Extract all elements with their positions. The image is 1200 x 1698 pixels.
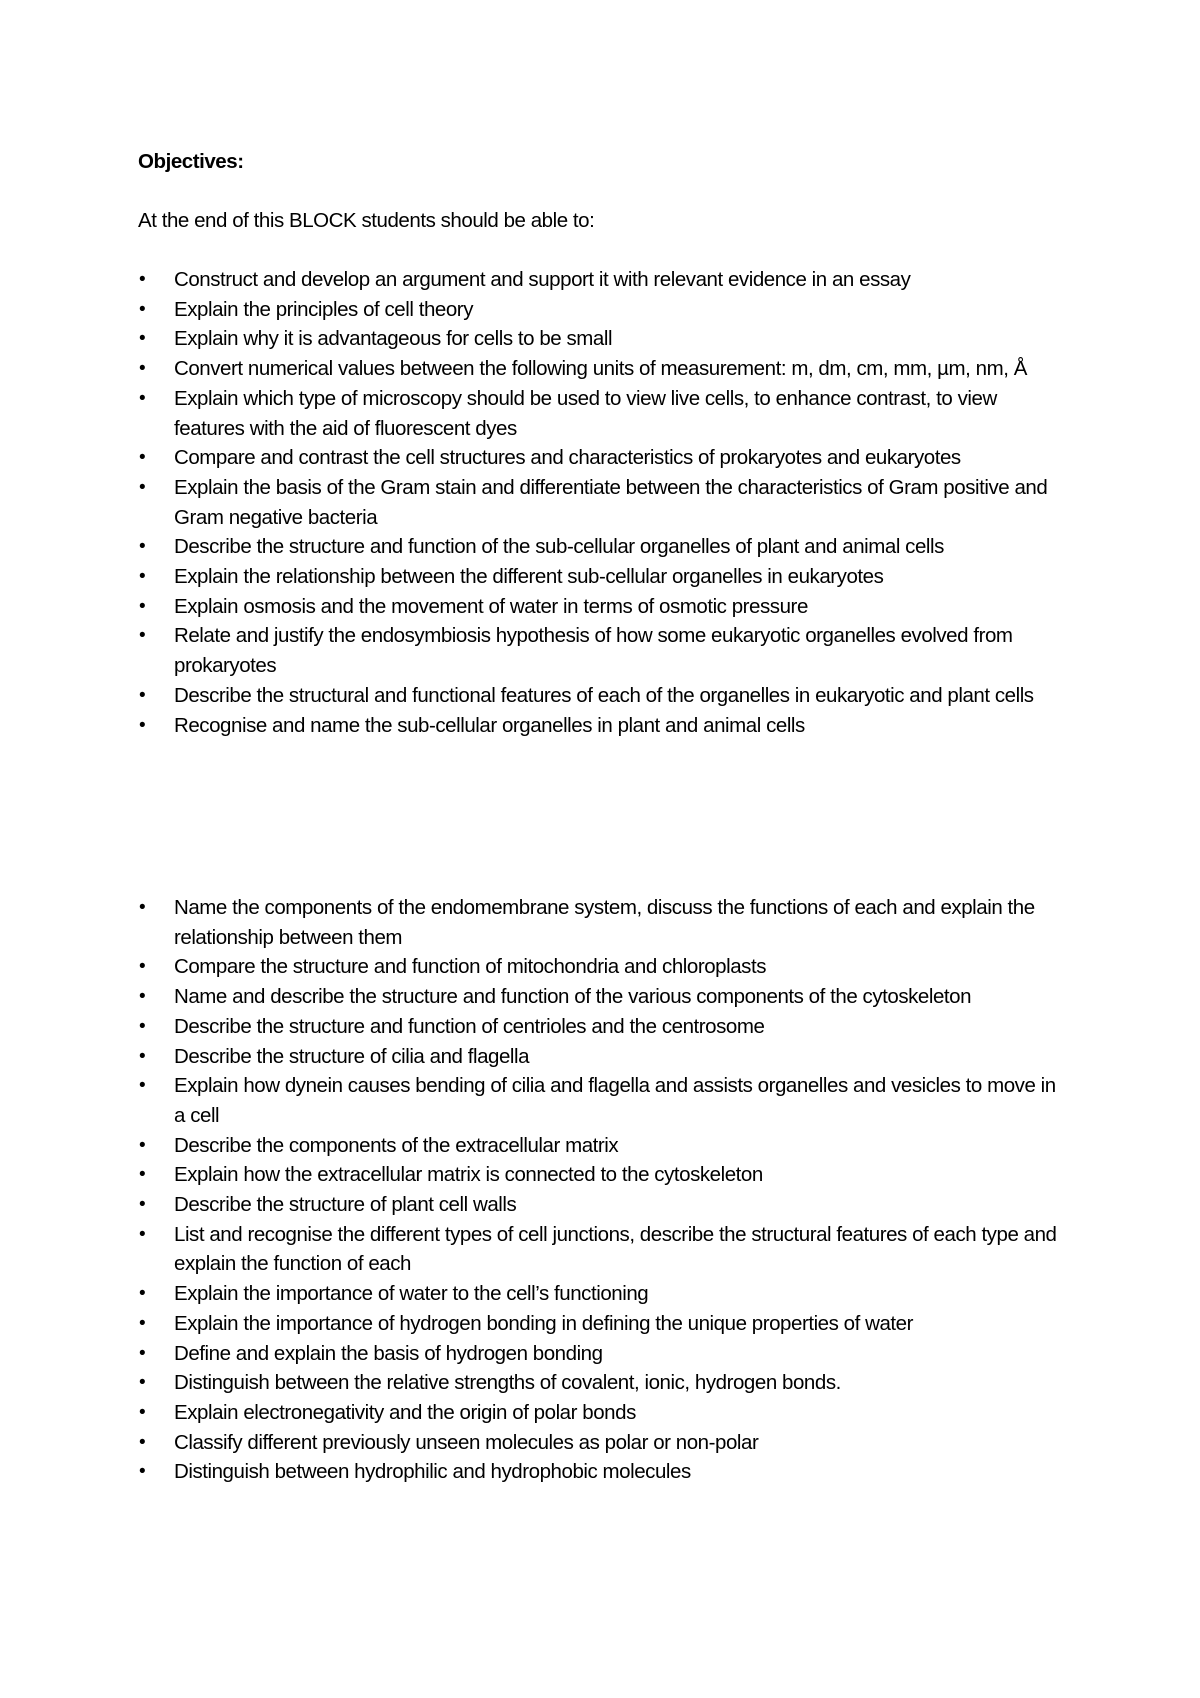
objective-item: • Recognise and name the sub-cellular organelles in plant and animal cells	[0, 711, 1200, 741]
objective-item: • Distinguish between hydrophilic and hydrophobic molecules	[0, 1457, 1200, 1487]
objective-item: • Describe the structure of plant cell walls	[0, 1190, 1200, 1220]
objective-item: • Explain the principles of cell theory	[0, 295, 1200, 325]
objective-item: • Describe the structure and function of the sub-cellular organelles of plant and animal cells	[0, 532, 1200, 562]
objectives-heading: Objectives:	[138, 150, 244, 173]
objective-item: • Explain the importance of hydrogen bonding in defining the unique properties of water	[0, 1309, 1200, 1339]
objective-item: • Describe the components of the extracellular matrix	[0, 1131, 1200, 1161]
objectives-list-1	[0, 265, 1200, 740]
objective-item: • Classify different previously unseen molecules as polar or non-polar	[0, 1428, 1200, 1458]
objective-item: • Convert numerical values between the following units of measurement: m, dm, cm, mm, µm, nm, Å	[0, 354, 1200, 384]
objective-item: • Explain the importance of water to the cell’s functioning	[0, 1279, 1200, 1309]
objective-item: • Explain which type of microscopy should be used to view live cells, to enhance contrast, to view features with the aid of fluorescent dyes	[0, 384, 1200, 443]
objective-item: • Define and explain the basis of hydrogen bonding	[0, 1339, 1200, 1369]
objective-item: • Explain how dynein causes bending of cilia and flagella and assists organelles and vesicles to move in a cell	[0, 1071, 1200, 1130]
objective-item: • Name and describe the structure and function of the various components of the cytoskeleton	[0, 982, 1200, 1012]
objective-item: • Explain why it is advantageous for cells to be small	[0, 324, 1200, 354]
objective-item: • Explain osmosis and the movement of water in terms of osmotic pressure	[0, 592, 1200, 622]
objective-item: • Explain the relationship between the different sub-cellular organelles in eukaryotes	[0, 562, 1200, 592]
objective-item: • List and recognise the different types of cell junctions, describe the structural features of each type and explain the function of each	[0, 1220, 1200, 1279]
objective-item: • Explain electronegativity and the origin of polar bonds	[0, 1398, 1200, 1428]
objective-item: • Compare and contrast the cell structures and characteristics of prokaryotes and eukaryotes	[0, 443, 1200, 473]
objective-item: • Name the components of the endomembrane system, discuss the functions of each and explain the relationship between them	[0, 893, 1200, 952]
objective-item: • Construct and develop an argument and support it with relevant evidence in an essay	[0, 265, 1200, 295]
objectives-list-2	[0, 893, 1200, 1487]
intro-text: At the end of this BLOCK students should be able to:	[138, 209, 595, 232]
objective-item: • Distinguish between the relative strengths of covalent, ionic, hydrogen bonds.	[0, 1368, 1200, 1398]
objective-item: • Explain how the extracellular matrix is connected to the cytoskeleton	[0, 1160, 1200, 1190]
objective-item: • Describe the structural and functional features of each of the organelles in eukaryotic and plant cells	[0, 681, 1200, 711]
objective-item: • Relate and justify the endosymbiosis hypothesis of how some eukaryotic organelles evolved from prokaryotes	[0, 621, 1200, 680]
objective-item: • Describe the structure and function of centrioles and the centrosome	[0, 1012, 1200, 1042]
objective-item: • Compare the structure and function of mitochondria and chloroplasts	[0, 952, 1200, 982]
objective-item: • Explain the basis of the Gram stain and differentiate between the characteristics of Gram positive and Gram negative bacteria	[0, 473, 1200, 532]
objective-item: • Describe the structure of cilia and flagella	[0, 1042, 1200, 1072]
